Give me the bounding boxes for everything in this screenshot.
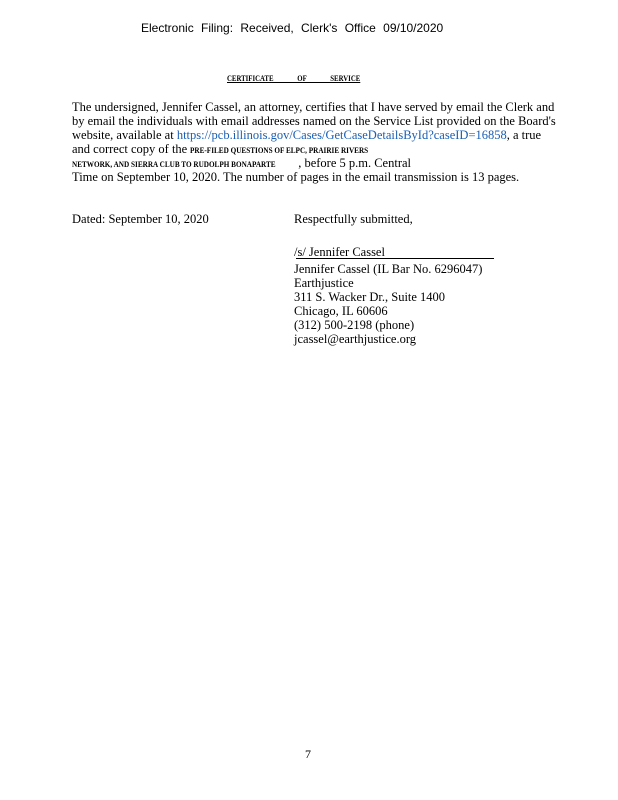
paragraph-line-1: The undersigned, Jennifer Cassel, an attorney, certifies that I have served by email the Clerk and: [72, 100, 555, 114]
closing-line: Respectfully submitted,: [294, 212, 413, 226]
electronic-signature: /s/ Jennifer Cassel: [294, 245, 385, 259]
signer-city: Chicago, IL 60606: [294, 304, 388, 318]
line3-suffix: , a true: [506, 128, 542, 142]
filing-stamp: Electronic Filing: Received, Clerk's Office 09/10/2020: [141, 21, 444, 35]
paragraph-line-6: Time on September 10, 2020. The number of pages in the email transmission is 13 pages.: [72, 170, 520, 184]
signer-street: 311 S. Wacker Dr., Suite 1400: [294, 290, 446, 304]
signer-organization: Earthjustice: [294, 276, 354, 290]
case-details-link[interactable]: https://pcb.illinois.gov/Cases/GetCaseDetailsById?caseID=16858: [176, 128, 507, 142]
document-name-part-1: PRE-FILED QUESTIONS OF ELPC, PRAIRIE RIVERS: [190, 146, 369, 155]
page-number: 7: [305, 747, 311, 761]
paragraph-line-5: [72, 156, 411, 171]
signer-email[interactable]: jcassel@earthjustice.org: [294, 332, 417, 346]
line4-prefix: and correct copy of the: [72, 142, 188, 156]
document-title: CERTIFICATE OF SERVICE: [227, 74, 361, 83]
paragraph-line-4: [72, 142, 388, 157]
signer-block: [294, 262, 482, 346]
dated-line: Dated: September 10, 2020: [72, 212, 209, 226]
website-label: website, available at: [72, 128, 174, 142]
signer-phone: (312) 500-2198 (phone): [294, 318, 415, 332]
paragraph-line-2: by email the individuals with email addresses named on the Service List provided on the Board's: [72, 114, 556, 128]
document-name-part-2: NETWORK, AND SIERRA CLUB TO RUDOLPH BONAPARTE: [72, 160, 276, 169]
line5-suffix: , before 5 p.m. Central: [298, 156, 412, 170]
signer-name: Jennifer Cassel (IL Bar No. 6296047): [294, 262, 483, 276]
signature-underline: [296, 258, 494, 259]
paragraph-line-3: [72, 128, 541, 143]
